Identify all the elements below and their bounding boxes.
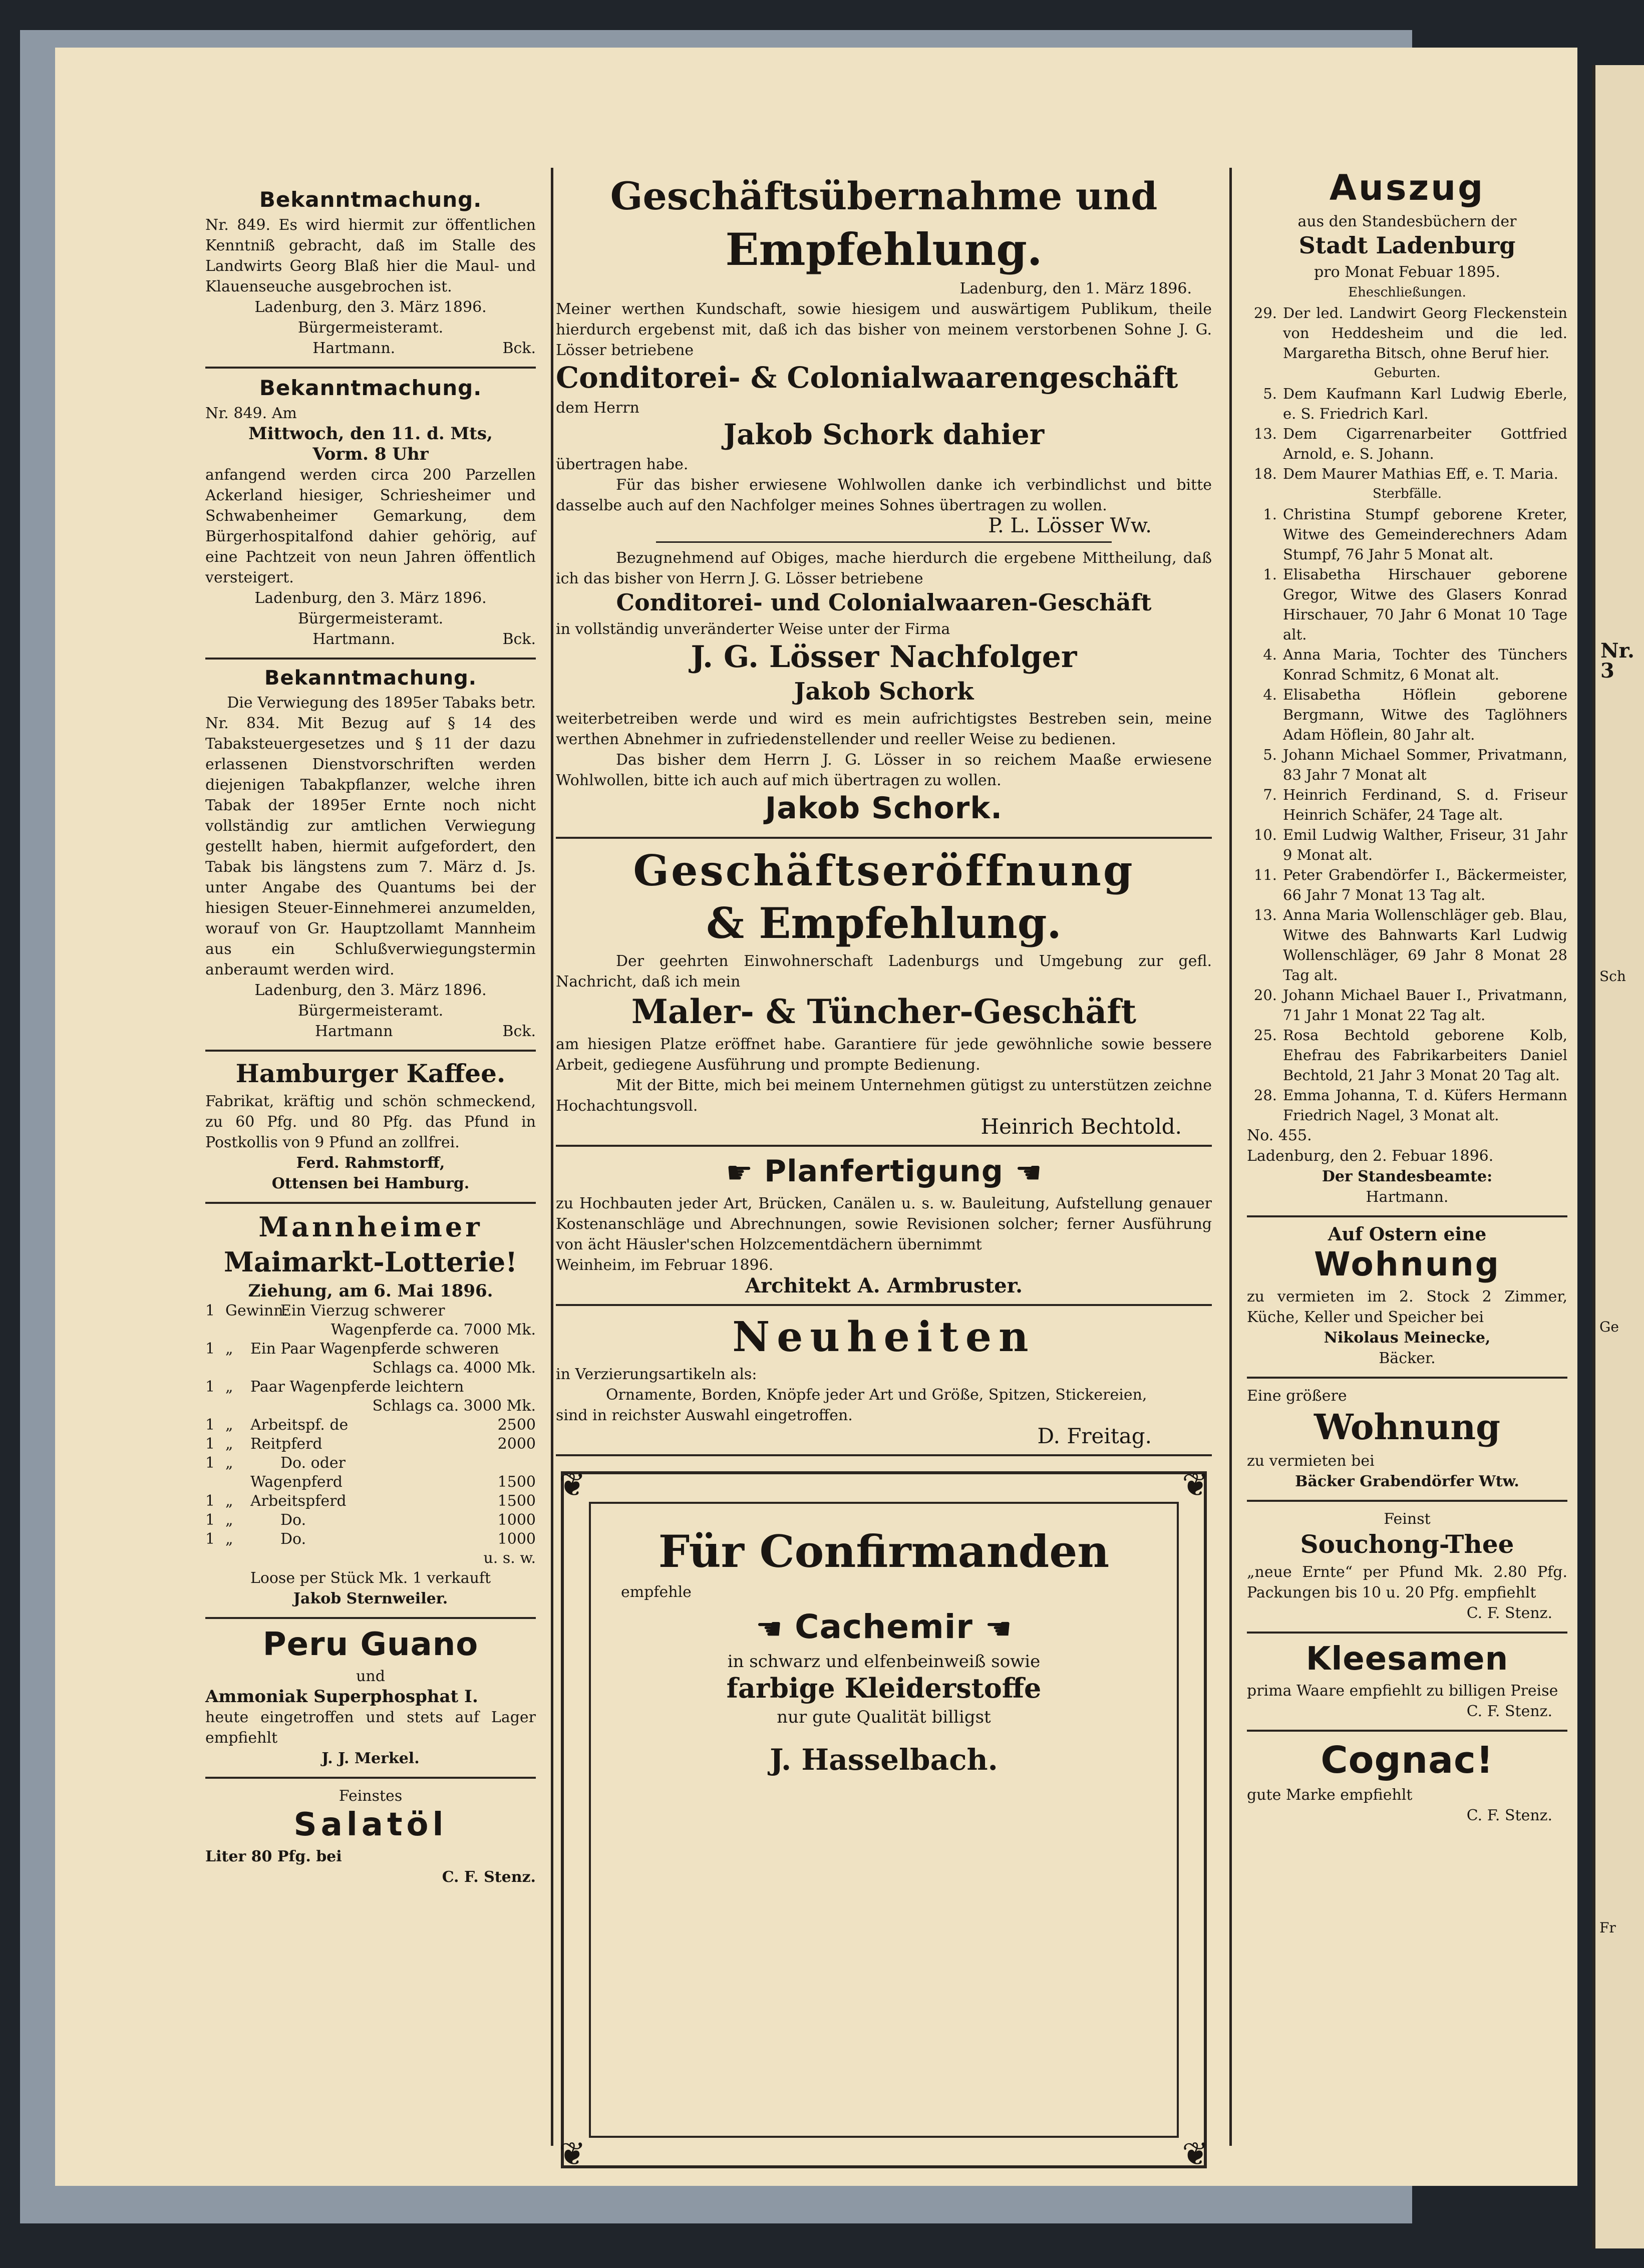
- ad-text: Ornamente, Borden, Knöpfe jeder Art und Größe, Spitzen, Stickereien,: [606, 1386, 1147, 1404]
- ad-title: Maimarkt-Lotterie!: [224, 1246, 517, 1278]
- ad-title: Für Confirmanden: [658, 1525, 1110, 1578]
- register-city: Stadt Ladenburg: [1298, 232, 1516, 259]
- notice-office: Bürgermeisteramt.: [297, 1002, 444, 1020]
- notice-office: Bürgermeisteramt.: [297, 319, 444, 337]
- notice-when: Mittwoch, den 11. d. Mts,: [248, 424, 493, 444]
- ad-text: Mit der Bitte, mich bei meinem Unternehmen gütigst zu unterstützen zeichne Hochachtungsvoll.: [556, 1077, 1212, 1115]
- ad-title: Neuheiten: [732, 1313, 1036, 1362]
- prize-row: Schlags ca. 4000 Mk.: [372, 1359, 536, 1377]
- register-footer-signer: Hartmann.: [1366, 1188, 1449, 1206]
- notice-title: Bekanntmachung.: [264, 667, 477, 690]
- ad-text: Das bisher dem Herrn J. G. Lösser in so reichem Maaße erwiesene Wohlwollen, bitte ich auch auf mich übertragen zu wollen.: [556, 751, 1212, 789]
- ad-trade: Maler- & Tüncher-Geschäft: [631, 992, 1137, 1031]
- ad-title: Wohnung: [1313, 1406, 1501, 1448]
- ad-pre: Feinstes: [339, 1787, 403, 1805]
- ad-price: Loose per Stück Mk. 1 verkauft: [250, 1569, 491, 1587]
- prize-row: Wagenpferd 1500: [250, 1473, 536, 1491]
- notice-text: Nr. 849. Es wird hiermit zur öffentlichen Kenntniß gebracht, daß im Stalle des Landwirts Georg Blaß hier die Maul- und Klauenseuche ausgebrochen ist.: [205, 216, 536, 295]
- register-entry: 11. Peter Grabendörfer I., Bäckermeister, 66 Jahr 7 Monat 13 Tag alt.: [1253, 866, 1567, 903]
- ad-signer: Ottensen bei Hamburg.: [271, 1175, 470, 1192]
- ad-signer: D. Freitag.: [1037, 1424, 1152, 1449]
- ad-text: sind in reichster Auswahl eingetroffen.: [556, 1407, 853, 1425]
- next-page-fragment: Ge: [1599, 1319, 1619, 1335]
- ad-text: heute eingetroffen und stets auf Lager empfiehlt: [205, 1709, 536, 1747]
- ad-signer: Heinrich Bechtold.: [980, 1114, 1182, 1139]
- register-entry: 1. Elisabetha Hirschauer geborene Gregor, Witwe des Glasers Konrad Hirschauer, 70 Jahr 6 Monat 10 Tage alt.: [1263, 566, 1567, 643]
- register-entry: 18. Dem Maurer Mathias Eff, e. T. Maria.: [1253, 465, 1558, 482]
- register-entry: 4. Anna Maria, Tochter des Tünchers Konrad Schmitz, 6 Monat alt.: [1263, 646, 1567, 683]
- notice-text: Nr. 834. Mit Bezug auf § 14 des Tabaksteuergesetzes und § 11 der dazu erlassenen Dienstvorschriften werden diejenigen Tabakpflanzer, welche ihren Tabak der 1895er Ernte noch nicht vollständig zur amtlichen Verwiegung gestellt haben, hiermit aufgefordert, den Tabak bis längstens zum 7. März d. Js. unter Angabe des Quantums bei der hiesigen Steuer-Einnehmerei anzumelden, worauf von Gr. Hauptzollamt Mannheim aus ein Schlußverwiegungstermin anberaumt werden wird.: [205, 715, 536, 979]
- ad-title: Hamburger Kaffee.: [235, 1059, 506, 1088]
- ad-text: zu vermieten im 2. Stock 2 Zimmer, Küche, Keller und Speicher bei: [1247, 1288, 1567, 1326]
- ad-firm: Jakob Schork: [794, 678, 974, 706]
- prize-row: 1 „ Do. 1000: [205, 1511, 536, 1529]
- next-page-fragment: Nr. 3: [1600, 639, 1634, 683]
- notice-signer: Hartmann: [315, 1023, 393, 1040]
- ad-trade: Bäcker.: [1379, 1350, 1436, 1367]
- register-footer-office: Der Standesbeamte:: [1322, 1168, 1493, 1185]
- ad-text-large: farbige Kleiderstoffe: [726, 1672, 1042, 1705]
- ad-title: Mannheimer: [258, 1211, 483, 1243]
- ad-text: am hiesigen Platze eröffnet habe. Garantiere für jede gewöhnliche sowie bessere Arbeit, gediegene Ausführung und prompte Bedienung.: [556, 1036, 1212, 1074]
- ad-shop-name: Conditorei- & Colonialwaarengeschäft: [556, 361, 1178, 395]
- ad-confirmation: [589, 1502, 1179, 2138]
- ad-title: Peru Guano: [262, 1626, 479, 1663]
- notice-signer: Hartmann.: [312, 630, 396, 648]
- pointing-hand-icon: ☛: [755, 1611, 783, 1647]
- register-entry: 5. Dem Kaufmann Karl Ludwig Eberle, e. S. Friedrich Karl.: [1263, 385, 1567, 422]
- ad-text: gute Marke empfiehlt: [1247, 1786, 1413, 1804]
- prize-list: [205, 1302, 536, 1568]
- notice-auction: [205, 369, 536, 660]
- register-footer-nr: No. 455.: [1247, 1127, 1312, 1144]
- notice-abbr: Bck.: [502, 630, 536, 648]
- ad-signer: C. F. Stenz.: [1466, 1604, 1552, 1622]
- register-entry: 7. Heinrich Ferdinand, S. d. Friseur Heinrich Schäfer, 24 Tage alt.: [1263, 786, 1567, 823]
- notice-subtitle: Die Verwiegung des 1895er Tabaks betr.: [227, 694, 536, 712]
- register-footer-date: Ladenburg, den 2. Febuar 1896.: [1247, 1147, 1494, 1165]
- ad-text: weiterbetreiben werde und wird es mein aufrichtigstes Bestreben sein, meine werthen Abnehmer in zufriedenstellender und reeller Weise zu bedienen.: [556, 710, 1212, 748]
- ad-opening: [556, 839, 1212, 1147]
- ad-title: & Empfehlung.: [706, 898, 1062, 948]
- notice-date: Ladenburg, den 3. März 1896.: [254, 589, 487, 607]
- next-page-edge: [1592, 65, 1644, 2248]
- register-entry: 20. Johann Michael Bauer I., Privatmann, 71 Jahr 1 Monat 22 Tag alt.: [1253, 987, 1567, 1024]
- register-entry: 5. Johann Michael Sommer, Privatmann, 83 Jahr 7 Monat alt: [1263, 746, 1567, 783]
- prize-row: 1 „ Paar Wagenpferde leichtern: [205, 1378, 464, 1396]
- ad-title-2: Ammoniak Superphosphat I.: [205, 1687, 478, 1707]
- ornament-icon: ❦: [559, 2136, 586, 2173]
- ad-text: empfehle: [621, 1583, 692, 1601]
- prize-row: 1 Gewinn. Ein Vierzug schwerer: [205, 1302, 445, 1320]
- ad-title: Cognac!: [1321, 1739, 1494, 1782]
- ad-signer: Jakob Sternweiler.: [293, 1590, 448, 1607]
- notice-abbr: Bck.: [502, 1023, 536, 1040]
- ad-date: Weinheim, im Februar 1896.: [556, 1256, 774, 1274]
- notice-when: Vorm. 8 Uhr: [312, 444, 429, 464]
- prize-row: 1 „ Do. 1000: [205, 1530, 536, 1548]
- prize-row: u. s. w.: [483, 1549, 536, 1567]
- ad-text: zu vermieten bei: [1247, 1452, 1375, 1470]
- ad-clover: [1247, 1634, 1567, 1732]
- ad-title: Kleesamen: [1305, 1641, 1509, 1678]
- prize-row: 1 „ Arbeitspf. de 2500: [205, 1416, 536, 1434]
- notice-tobacco: [205, 660, 536, 1052]
- ad-shop-name: Conditorei- und Colonialwaaren-Geschäft: [616, 589, 1152, 616]
- ad-coffee: [205, 1052, 536, 1204]
- ad-title: Geschäftsübernahme und: [610, 174, 1158, 218]
- left-column: [205, 180, 536, 2133]
- ad-signer: Ferd. Rahmstorff,: [296, 1154, 445, 1172]
- notice-date: Ladenburg, den 3. März 1896.: [254, 982, 487, 999]
- ad-date: Ladenburg, den 1. März 1896.: [959, 280, 1192, 297]
- ad-takeover: [556, 165, 1212, 839]
- notice-blaze: [205, 180, 536, 369]
- notice-title: Bekanntmachung.: [259, 376, 482, 400]
- ornament-icon: ❦: [1182, 2136, 1209, 2173]
- ad-signer: Bäcker Grabendörfer Wtw.: [1295, 1473, 1519, 1490]
- register-subtitle: aus den Standesbüchern der: [1297, 213, 1517, 230]
- ad-flat-1: [1247, 1217, 1567, 1379]
- ad-signer: Architekt A. Armbruster.: [745, 1274, 1023, 1298]
- register-extract: [1247, 160, 1567, 1217]
- ad-text: Bezugnehmend auf Obiges, mache hierdurch die ergebene Mittheilung, daß ich das bisher von Herrn J. G. Lösser betriebene: [556, 549, 1212, 587]
- register-entry: 13. Dem Cigarrenarbeiter Gottfried Arnold, e. S. Johann.: [1253, 425, 1567, 462]
- prize-row: 1 „ Do. oder: [205, 1454, 346, 1472]
- ad-signer: C. F. Stenz.: [1466, 1807, 1552, 1824]
- ad-signer: Nikolaus Meinecke,: [1324, 1329, 1491, 1347]
- middle-column: [556, 165, 1212, 2173]
- ad-title: Salatöl: [293, 1806, 448, 1843]
- prize-row: 1 „ Arbeitspferd 1500: [205, 1492, 536, 1510]
- notice-text: anfangend werden circa 200 Parzellen Ackerland hiesiger, Schriesheimer und Schwabenheimer Gemarkung, dem Bürgerhospitalfond dahier gehörig, auf eine Pachtzeit von neun Jahren öffentlich versteigert.: [205, 466, 536, 586]
- ad-text: dem Herrn: [556, 399, 639, 417]
- ad-tea: [1247, 1502, 1567, 1634]
- ad-signer: J. Hasselbach.: [770, 1743, 998, 1777]
- register-title: Auszug: [1329, 167, 1485, 208]
- next-page-fragment: Sch: [1599, 968, 1626, 985]
- ad-firm: J. G. Lösser Nachfolger: [691, 639, 1077, 675]
- ad-lottery: [205, 1204, 536, 1619]
- ad-new-owner: Jakob Schork dahier: [723, 418, 1045, 451]
- register-entry: 25. Rosa Bechtold geborene Kolb, Ehefrau des Fabrikarbeiters Daniel Bechtold, 21 Jahr 3 Monat 20 Tag alt.: [1253, 1027, 1567, 1084]
- ad-flat-2: [1247, 1379, 1567, 1502]
- pointing-hand-icon: ☚: [984, 1611, 1013, 1647]
- ad-title: Souchong-Thee: [1300, 1529, 1514, 1559]
- section-label: Eheschließungen.: [1348, 285, 1466, 300]
- notice-office: Bürgermeisteramt.: [297, 610, 444, 627]
- register-entry: 10. Emil Ludwig Walther, Friseur, 31 Jahr 9 Monat alt.: [1253, 826, 1567, 863]
- ad-title: Planfertigung: [764, 1154, 1004, 1189]
- column-rule: [1229, 168, 1232, 2146]
- ad-pre: Auf Ostern eine: [1328, 1224, 1487, 1245]
- ad-pre: Eine größere: [1247, 1387, 1347, 1405]
- register-entry: 28. Emma Johanna, T. d. Küfers Hermann Friedrich Nagel, 3 Monat alt.: [1253, 1087, 1567, 1124]
- pointing-hand-icon: ☛: [1014, 1155, 1042, 1191]
- register-entry: 1. Christina Stumpf geborene Kreter, Witwe des Gemeinderechners Adam Stumpf, 76 Jahr 5 Monat alt.: [1263, 506, 1567, 563]
- ad-product: Cachemir: [795, 1607, 973, 1647]
- prize-row: Schlags ca. 3000 Mk.: [372, 1397, 536, 1415]
- register-month: pro Monat Febuar 1895.: [1314, 263, 1500, 281]
- section-label: Geburten.: [1374, 366, 1441, 381]
- ad-text: nur gute Qualität billigst: [777, 1707, 991, 1728]
- ad-text: Meiner werthen Kundschaft, sowie hiesigem und auswärtigem Publikum, theile hierdurch ergebenst mit, daß ich das bisher von meinem verstorbenen Sohne J. G. Lösser betriebene: [556, 300, 1212, 359]
- ad-and: und: [356, 1668, 385, 1685]
- ad-signer: C. F. Stenz.: [442, 1868, 536, 1886]
- ornament-icon: ❦: [1182, 1467, 1209, 1504]
- ad-text: in schwarz und elfenbeinweiß sowie: [727, 1652, 1041, 1672]
- notice-date: Ladenburg, den 3. März 1896.: [254, 298, 487, 316]
- ad-text: Fabrikat, kräftig und schön schmeckend, zu 60 Pfg. und 80 Pfg. das Pfund in Postkollis von 9 Pfund an zollfrei.: [205, 1093, 536, 1151]
- ad-plans: [556, 1147, 1212, 1306]
- register-entry: 13. Anna Maria Wollenschläger geb. Blau, Witwe des Bahnwarts Karl Ludwig Wollenschläger, 69 Jahr 8 Monat 28 Tag alt.: [1253, 906, 1567, 984]
- ad-title: Empfehlung.: [725, 223, 1043, 275]
- notice-nr: Nr. 849. Am: [205, 405, 297, 422]
- prize-row: 1 „ Ein Paar Wagenpferde schweren: [205, 1340, 499, 1358]
- prize-row: 1 „ Reitpferd 2000: [205, 1435, 536, 1453]
- ad-text: zu Hochbauten jeder Art, Brücken, Canälen u. s. w. Bauleitung, Aufstellung genauer Kostenanschläge und Abrechnungen, sowie Revisionen solcher; ferner Ausführung von ächt Häusler'schen Holzcementdächern übernimmt: [556, 1195, 1212, 1254]
- notice-title: Bekanntmachung.: [259, 187, 482, 212]
- notice-abbr: Bck.: [502, 340, 536, 357]
- ad-guano: [205, 1619, 536, 1779]
- ad-novelties: [556, 1306, 1212, 1456]
- register-entry: 4. Elisabetha Höflein geborene Bergmann, Witwe des Taglöhners Adam Höflein, 80 Jahr alt.: [1263, 686, 1567, 743]
- register-entry: 29. Der led. Landwirt Georg Fleckenstein von Heddesheim und die led. Margaretha Bitsch, ohne Beruf hier.: [1253, 304, 1567, 362]
- ad-pre: Feinst: [1384, 1510, 1431, 1528]
- prize-row: Wagenpferde ca. 7000 Mk.: [331, 1321, 536, 1339]
- ornament-icon: ❦: [559, 1467, 586, 1504]
- ad-signer: Jakob Schork.: [765, 791, 1003, 826]
- next-page-fragment: Fr: [1599, 1919, 1616, 1936]
- ad-signer: J. J. Merkel.: [321, 1750, 420, 1767]
- ad-text: „neue Ernte“ per Pfund Mk. 2.80 Pfg. Packungen bis 10 u. 20 Pfg. empfiehlt: [1247, 1563, 1567, 1601]
- ad-text: Liter 80 Pfg. bei: [205, 1848, 342, 1865]
- ad-confirmation-frame: [559, 1467, 1209, 2173]
- ad-salad-oil: [205, 1779, 536, 1895]
- ad-text: Für das bisher erwiesene Wohlwollen danke ich verbindlichst und bitte dasselbe auch auf den Nachfolger meines Sohnes übertragen zu wollen.: [556, 476, 1212, 514]
- ad-cognac: [1247, 1732, 1567, 1834]
- notice-signer: Hartmann.: [312, 340, 396, 357]
- ad-signer: C. F. Stenz.: [1466, 1703, 1552, 1720]
- ad-text: in Verzierungsartikeln als:: [556, 1366, 757, 1384]
- ad-text: übertragen habe.: [556, 456, 689, 473]
- pointing-hand-icon: ☛: [726, 1155, 754, 1191]
- ad-draw-date: Ziehung, am 6. Mai 1896.: [248, 1281, 493, 1301]
- ad-text: prima Waare empfiehlt zu billigen Preise: [1247, 1682, 1558, 1700]
- column-rule: [551, 168, 553, 2146]
- right-column: [1247, 160, 1567, 2113]
- ad-title: Geschäftseröffnung: [633, 846, 1135, 895]
- ad-title: Wohnung: [1314, 1245, 1500, 1283]
- ad-signer: P. L. Lösser Ww.: [988, 514, 1152, 537]
- ad-text: in vollständig unveränderter Weise unter der Firma: [556, 620, 950, 638]
- section-label: Sterbfälle.: [1372, 486, 1442, 501]
- ad-text: Der geehrten Einwohnerschaft Ladenburgs und Umgebung zur gefl. Nachricht, daß ich mein: [556, 952, 1212, 991]
